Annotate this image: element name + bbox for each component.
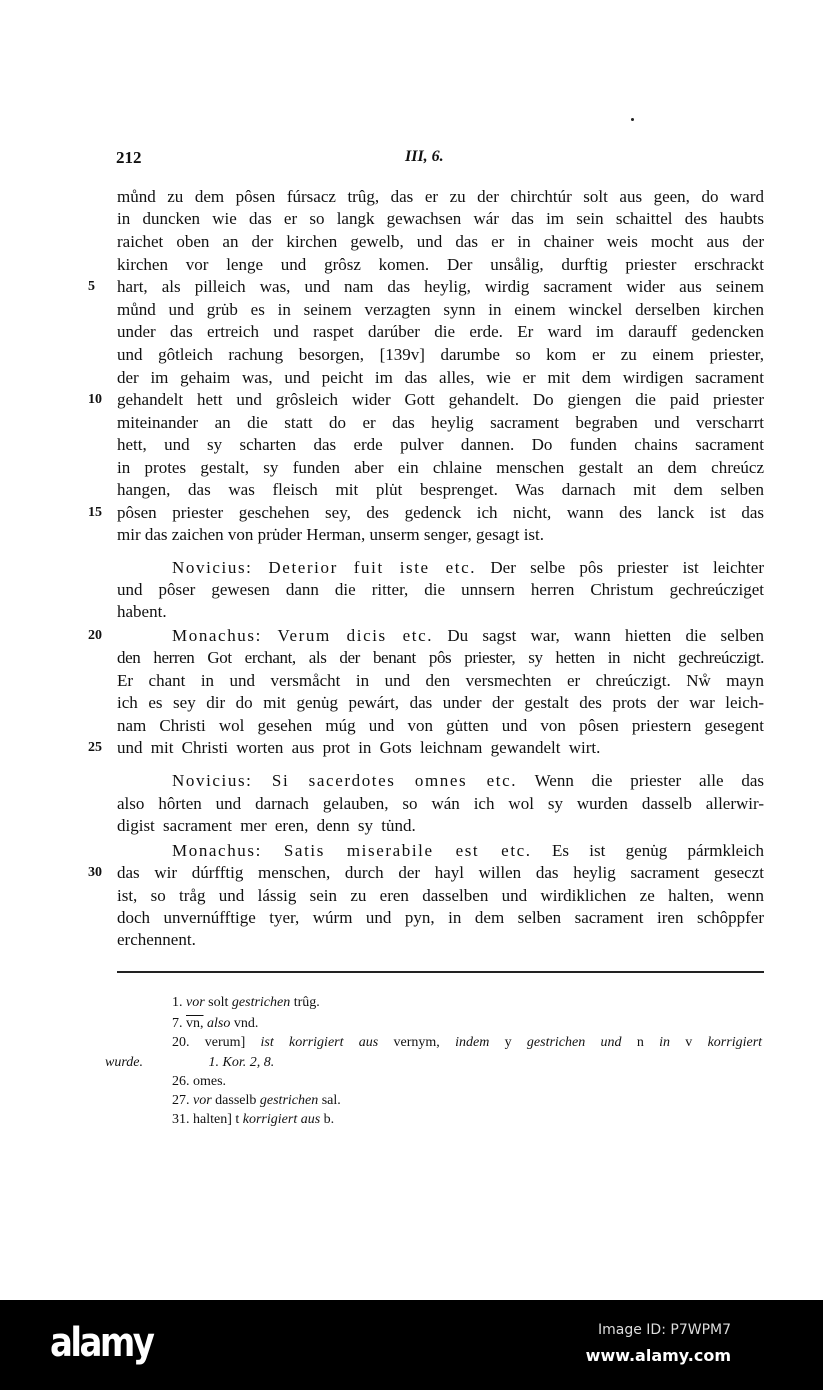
text-line: erchennent. [117, 930, 196, 949]
text-line: doch unvernúfftige tyer, wúrm und pyn, in dem selben sacrament iren schôppfer [117, 908, 764, 927]
footnote-text: v [685, 1035, 693, 1050]
text-line: pôsen priester geschehen sey, des gedenck ich nicht, wann des lanck ist das [117, 503, 764, 522]
footnote-text: t [235, 1112, 240, 1127]
speaker-label: Monachus: Verum dicis etc. [172, 626, 434, 645]
speaker-label: Novicius: Si sacerdotes omnes etc. [172, 771, 518, 790]
text-line: hangen, das was fleisch mit plu̇t besprenget. Was darnach mit dem selben [117, 480, 764, 499]
footnote-divider [117, 971, 764, 973]
footnote-number: 31. [172, 1112, 190, 1127]
footnote-text: y [504, 1035, 512, 1050]
footnote-text: omes. [193, 1074, 227, 1089]
running-title: III, 6. [405, 148, 444, 165]
text-line: der im gehaim was, und peicht im das alles, wie er mit dem wirdigen sacrament [117, 368, 764, 387]
footnote-text: vnd. [233, 1016, 259, 1031]
text-line: under das ertreich und raspet darúber die erde. Er ward im darauff gedencken [117, 322, 764, 341]
footnote-text: n [636, 1035, 644, 1050]
text-line: digist sacrament mer eren, denn sy tu̇nd. [117, 816, 416, 835]
text-line: můnd zu dem pôsen fúrsacz trûg, das er zu der chirchtúr solt aus geen, do ward [117, 187, 764, 206]
footnote-number: 1. [172, 995, 183, 1010]
alamy-logo: alamy [50, 1320, 153, 1366]
text-line: ist, so tråg und lássig sein zu eren dasselben und wirdiklichen ze halten, wenn [117, 886, 764, 905]
footnote-text: sal. [321, 1093, 341, 1108]
footnote-text: halten] [193, 1112, 232, 1127]
footnote [172, 1073, 226, 1091]
text-line: gehandelt hett und grôsleich wider Gott gehandelt. Do giengen die paid priester [117, 390, 764, 409]
text-line: kirchen vor lenge und grôsz komen. Der unsålig, durftig priester erschrackt [117, 255, 764, 274]
watermark-bar [0, 1300, 823, 1390]
text-line: in protes gestalt, sy funden aber ein chlaine menschen gestalt an dem chreúcz [117, 458, 764, 477]
footnote-text: dasselb [215, 1093, 257, 1108]
footnote-text: vor [186, 995, 205, 1010]
line-number: 30 [88, 865, 102, 880]
footnote-number: 20. [172, 1035, 190, 1050]
footnote [172, 1015, 258, 1033]
line-number: 10 [88, 392, 102, 407]
text-line: Er chant in und versmåcht in und den versmechten er chreúczigt. Nẘ mayn [117, 671, 764, 690]
text-line: miteinander an die statt do er das heylig sacrament begraben und verscharrt [117, 413, 764, 432]
site-url: www.alamy.com [585, 1346, 731, 1365]
text-line: den herren Got erchant, als der benant pôs priester, sy hetten in nicht gechreúczigt. [117, 648, 764, 667]
line-number: 15 [88, 505, 102, 520]
text-segment: Der selbe pôs priester ist leichter [490, 558, 764, 577]
text-line: und pôser gewesen dann die ritter, die unnsern herren Christum gechreúcziget [117, 580, 764, 599]
footnote-text: gestrichen [231, 995, 291, 1010]
footnote-text: b. [323, 1112, 335, 1127]
footnote-number: 27. [172, 1093, 190, 1108]
text-line: hett, und sy scharten das erde pulver dannen. Do funden chains sacrament [117, 435, 764, 454]
footnote [172, 994, 320, 1012]
line-number: 25 [88, 740, 102, 755]
footnote-text: solt [208, 995, 229, 1010]
footnote-number: 7. [172, 1016, 183, 1031]
footnote-text: vor [193, 1093, 212, 1108]
speaker-line [172, 841, 764, 861]
footnote-text: wurde. [105, 1055, 143, 1070]
footnote-text: also [207, 1016, 231, 1031]
line-number: 20 [88, 628, 102, 643]
speaker-label: Monachus: Satis miserabile est etc. [172, 841, 532, 860]
text-segment: Du sagst war, wann hietten die selben [447, 626, 764, 645]
footnote-text: trûg. [293, 995, 320, 1010]
footnote-text: korrigiert aus [242, 1112, 321, 1127]
text-line: mir das zaichen von pru̇der Herman, unserm senger, gesagt ist. [117, 525, 545, 544]
speck [631, 118, 634, 121]
footnote-text: korrigiert [707, 1035, 763, 1050]
footnote [172, 1092, 341, 1110]
speaker-line [172, 558, 764, 578]
footnote-text: gestrichen [259, 1093, 319, 1108]
text-line: habent. [117, 602, 167, 621]
footnote-reference: 1. Kor. 2, 8. [208, 1055, 275, 1070]
text-line: můnd und gru̇b es in seinem verzagten synn in einem winckel derselben kirchen [117, 300, 764, 319]
speaker-line [172, 626, 764, 646]
footnote-text: indem [455, 1035, 490, 1050]
footnote-text: gestrichen und [526, 1035, 622, 1050]
text-segment: Wenn die priester alle das [534, 771, 764, 790]
text-line: das wir dúrfftig menschen, durch der hayl willen das heylig sacrament geseczt [117, 863, 764, 882]
footnote [172, 1111, 334, 1129]
image-id: Image ID: P7WPM7 [598, 1322, 731, 1338]
text-line: und mit Christi worten aus prot in Gots leichnam gewandelt wirt. [117, 738, 601, 757]
text-line: in duncken wie das er so langk gewachsen wár das im sein schaittel des haubts [117, 209, 764, 228]
footnote-number: 26. [172, 1074, 190, 1089]
text-line: und gôtleich rachung besorgen, [139v] darumbe so kom er zu einem priester, [117, 345, 764, 364]
line-number: 5 [88, 279, 95, 294]
text-line: raichet oben an der kirchen gewelb, und das er in chainer weis mocht aus der [117, 232, 764, 251]
text-line: ich es sey dir do mit genu̇g pewárt, das under der gestalt des prots der war leich- [117, 693, 764, 712]
text-line: also hôrten und darnach gelauben, so wán ich wol sy wurden dasselb allerwir- [117, 794, 764, 813]
footnote-text: verum] [204, 1035, 246, 1050]
footnote-text: ist korrigiert aus [260, 1035, 379, 1050]
speaker-label: Novicius: Deterior fuit iste etc. [172, 558, 477, 577]
page-number: 212 [116, 148, 142, 167]
text-line: hart, als pilleich was, und nam das heylig, wirdig sacrament wider aus seinem [117, 277, 764, 296]
footnote-continuation [105, 1054, 274, 1072]
text-segment: Es ist genu̇g pármkleich [551, 841, 764, 860]
footnote-text: vn, [186, 1016, 204, 1031]
footnote [172, 1034, 762, 1052]
text-line: nam Christi wol gesehen múg und von gu̇tten und von pôsen priestern gesegent [117, 716, 764, 735]
footnote-text: in [659, 1035, 670, 1050]
footnote-text: vernym, [393, 1035, 440, 1050]
speaker-line [172, 771, 764, 791]
